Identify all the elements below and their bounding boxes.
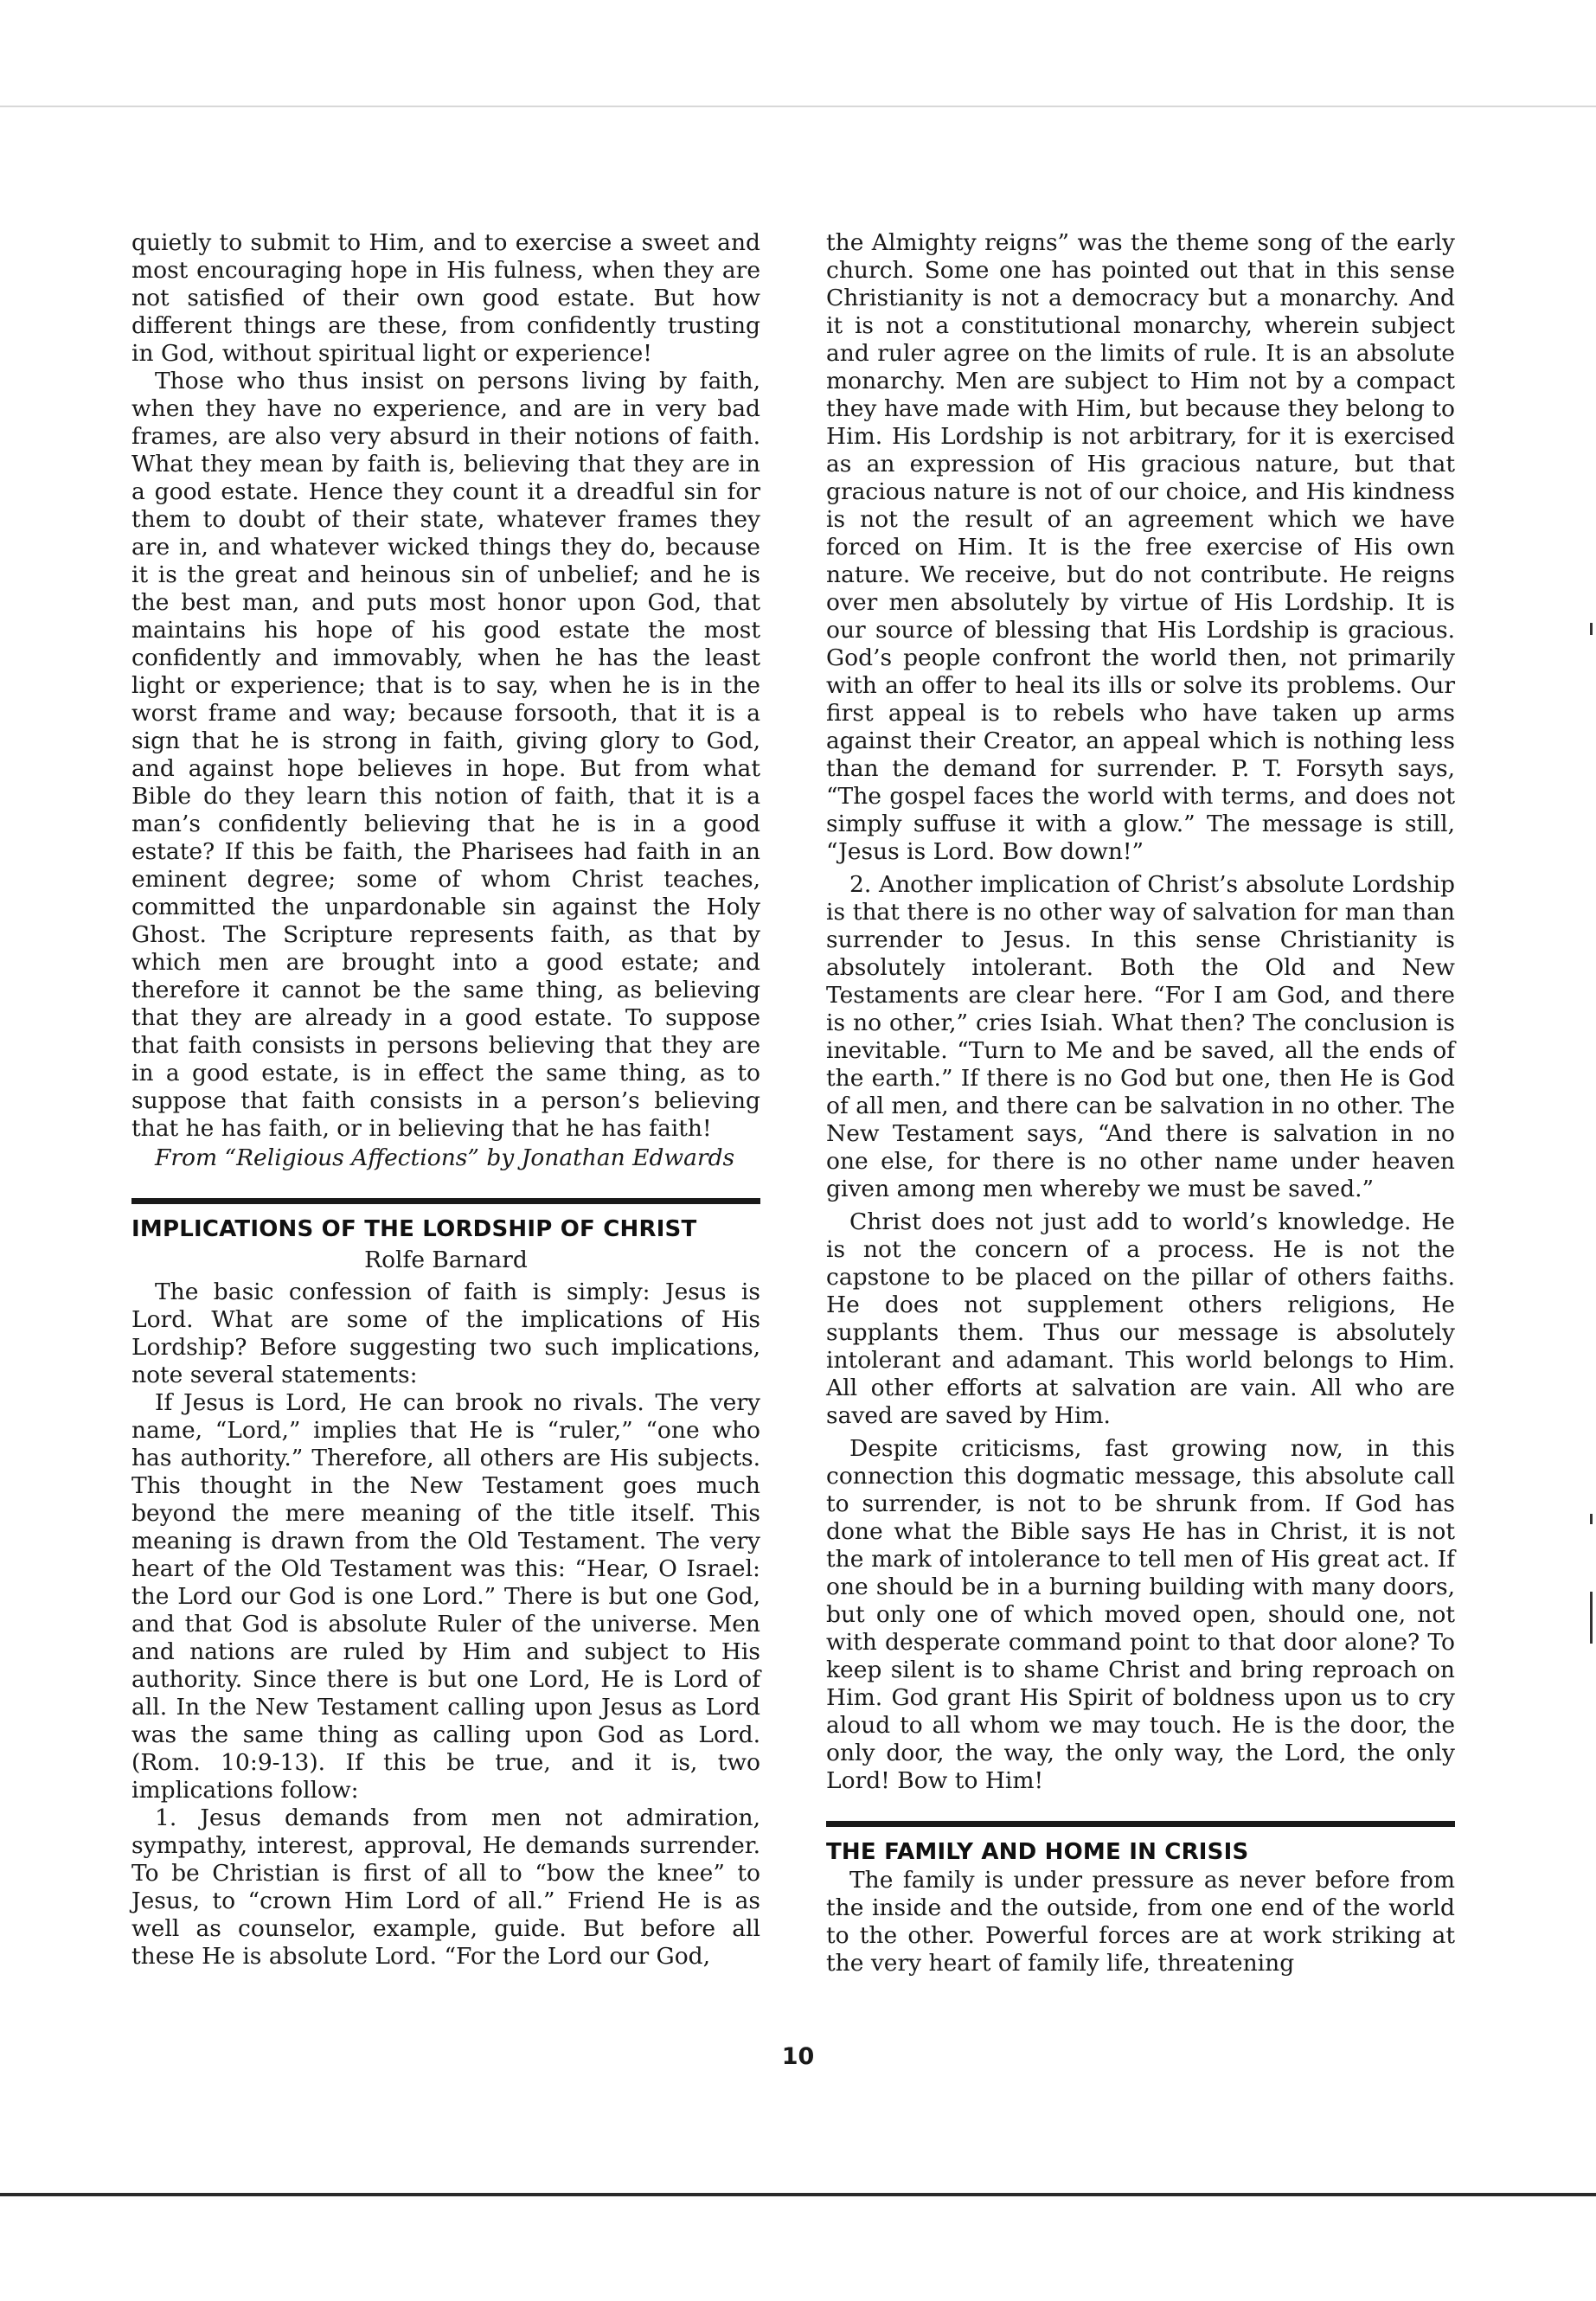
intro-paragraph-1: quietly to submit to Him, and to exercise a sweet and most encouraging hope in His fulness, when they are not satisfied of their own good estate. But how different things are these, from confidently trusting in God, without spiritual light or experience! <box>131 229 760 367</box>
intro-paragraph-2: Those who thus insist on persons living by faith, when they have no experience, and are in very bad frames, are also very absurd in their notions of faith. What they mean by faith is, believing that they are in a good estate. Hence they count it a dreadful sin for them to doubt of their state, whatever frames they are in, and whatever wicked things they do, because it is the great and heinous sin of unbelief; and he is the best man, and puts most honor upon God, that maintains his hope of his good estate the most confidently and immovably, when he has the least light or experience; that is to say, when he is in the worst frame and way; because forsooth, that it is a sign that he is strong in faith, giving glory to God, and against hope believes in hope. But from what Bible do they learn this notion of faith, that it is a man’s confidently believing that he is in a good estate? If this be faith, the Pharisees had faith in an eminent degree; some of whom Christ teaches, committed the unpardonable sin against the Holy Ghost. The Scripture represents faith, as that by which men are brought into a good estate; and therefore it cannot be the same thing, as believing that they are already in a good estate. To suppose that faith consists in persons believing that they are in a good estate, is in effect the same thing, as to suppose that faith consists in a person’s believing that he has faith, or in believing that he has faith! <box>131 368 760 1142</box>
page-number: 10 <box>781 2043 815 2070</box>
article-author: Rolfe Barnard <box>364 1247 528 1273</box>
right-paragraph-1: the Almighty reigns” was the theme song of the early church. Some one has pointed out that in this sense Christianity is not a democracy but a monarchy. And it is not a constitutional monarchy, wherein subject and ruler agree on the limits of rule. It is an absolute monarchy. Men are subject to Him not by a compact they have made with Him, but because they belong to Him. His Lordship is not arbitrary, for it is exercised as an expression of His gracious nature, but that gracious nature is not of our choice, and His kindness is not the result of an agreement which we have forced on Him. It is the free exercise of His own nature. We receive, but do not contribute. He reigns over men absolutely by virtue of His Lordship. It is our source of blessing that His Lordship is gracious. God’s people confront the world then, not primarily with an offer to heal its ills or solve its problems. Our first appeal is to rebels who have taken up arms against their Creator, an appeal which is nothing less than the demand for surrender. P. T. Forsyth says, “The gospel faces the world with terms, and does not simply suffuse it with a glow.” The message is still, “Jesus is Lord. Bow down!” <box>826 229 1455 865</box>
scan-edge-mark-3 <box>1590 1592 1593 1644</box>
article-title: IMPLICATIONS OF THE LORDSHIP OF CHRIST <box>131 1216 697 1242</box>
scan-edge-mark <box>1590 623 1593 635</box>
page-top-edge <box>0 106 1596 107</box>
scan-edge-mark-2 <box>1590 1514 1593 1524</box>
article2-paragraph-1: The family is under pressure as never before from the inside and the outside, from one end of the world to the other. Powerful forces are at work striking at the very heart of family life, threatening <box>826 1867 1455 1977</box>
right-paragraph-4: Despite criticisms, fast growing now, in this connection this dogmatic message, this absolute call to surrender, is not to be shrunk from. If God has done what the Bible says He has in Christ, it is not the mark of intolerance to tell men of His great act. If one should be in a burning building with many doors, but only one of which moved open, should one, not with desperate command point to that door alone? To keep silent is to shame Christ and bring reproach on Him. God grant His Spirit of boldness upon us to cry aloud to all whom we may touch. He is the door, the only door, the way, the only way, the Lord, the only Lord! Bow to Him! <box>826 1435 1455 1794</box>
right-column <box>826 229 1455 1977</box>
right-paragraph-2: 2. Another implication of Christ’s absolute Lordship is that there is no other way of salvation for man than surrender to Jesus. In this sense Christianity is absolutely intolerant. Both the Old and New Testaments are clear here. “For I am God, and there is no other,” cries Isiah. What then? The conclusion is inevitable. “Turn to Me and be saved, all the ends of the earth.” If there is no God but one, then He is God of all men, and there can be salvation in no other. The New Testament says, “And there is salvation in no one else, for there is no other name under heaven given among men whereby we must be saved.” <box>826 871 1455 1202</box>
section-divider-2 <box>826 1821 1455 1827</box>
article2-title: THE FAMILY AND HOME IN CRISIS <box>826 1839 1249 1865</box>
right-paragraph-3: Christ does not just add to world’s knowledge. He is not the concern of a process. He is not the capstone to be placed on the pillar of others faiths. He does not supplement others religions, He supplants them. Thus our message is absolutely intolerant and adamant. This world belongs to Him. All other efforts at salvation are vain. All who are saved are saved by Him. <box>826 1208 1455 1429</box>
attribution: From “Religious Affections” by Jonathan Edwards <box>155 1144 735 1171</box>
article-paragraph-3: 1. Jesus demands from men not admiration, sympathy, interest, approval, He demands surrender. To be Christian is first of all to “bow the knee” to Jesus, to “crown Him Lord of all.” Friend He is as well as counselor, example, guide. But before all these He is absolute Lord. “For the Lord our God, <box>131 1804 760 1970</box>
article-paragraph-2: If Jesus is Lord, He can brook no rivals. The very name, “Lord,” implies that He is “ruler,” “one who has authority.” Therefore, all others are His subjects. This thought in the New Testament goes much beyond the mere meaning of the title itself. This meaning is drawn from the Old Testament. The very heart of the Old Testament was this: “Hear, O Israel: the Lord our God is one Lord.” There is but one God, and that God is absolute Ruler of the universe. Men and nations are ruled by Him and subject to His authority. Since there is but one Lord, He is Lord of all. In the New Testament calling upon Jesus as Lord was the same thing as calling upon God as Lord. (Rom. 10:9-13). If this be true, and it is, two implications follow: <box>131 1389 760 1804</box>
page-bottom-edge <box>0 2193 1596 2196</box>
article-paragraph-1: The basic confession of faith is simply: Jesus is Lord. What are some of the implications of His Lordship? Before suggesting two such implications, note several statements: <box>131 1279 760 1388</box>
left-column <box>131 229 760 1971</box>
section-divider <box>131 1198 760 1204</box>
